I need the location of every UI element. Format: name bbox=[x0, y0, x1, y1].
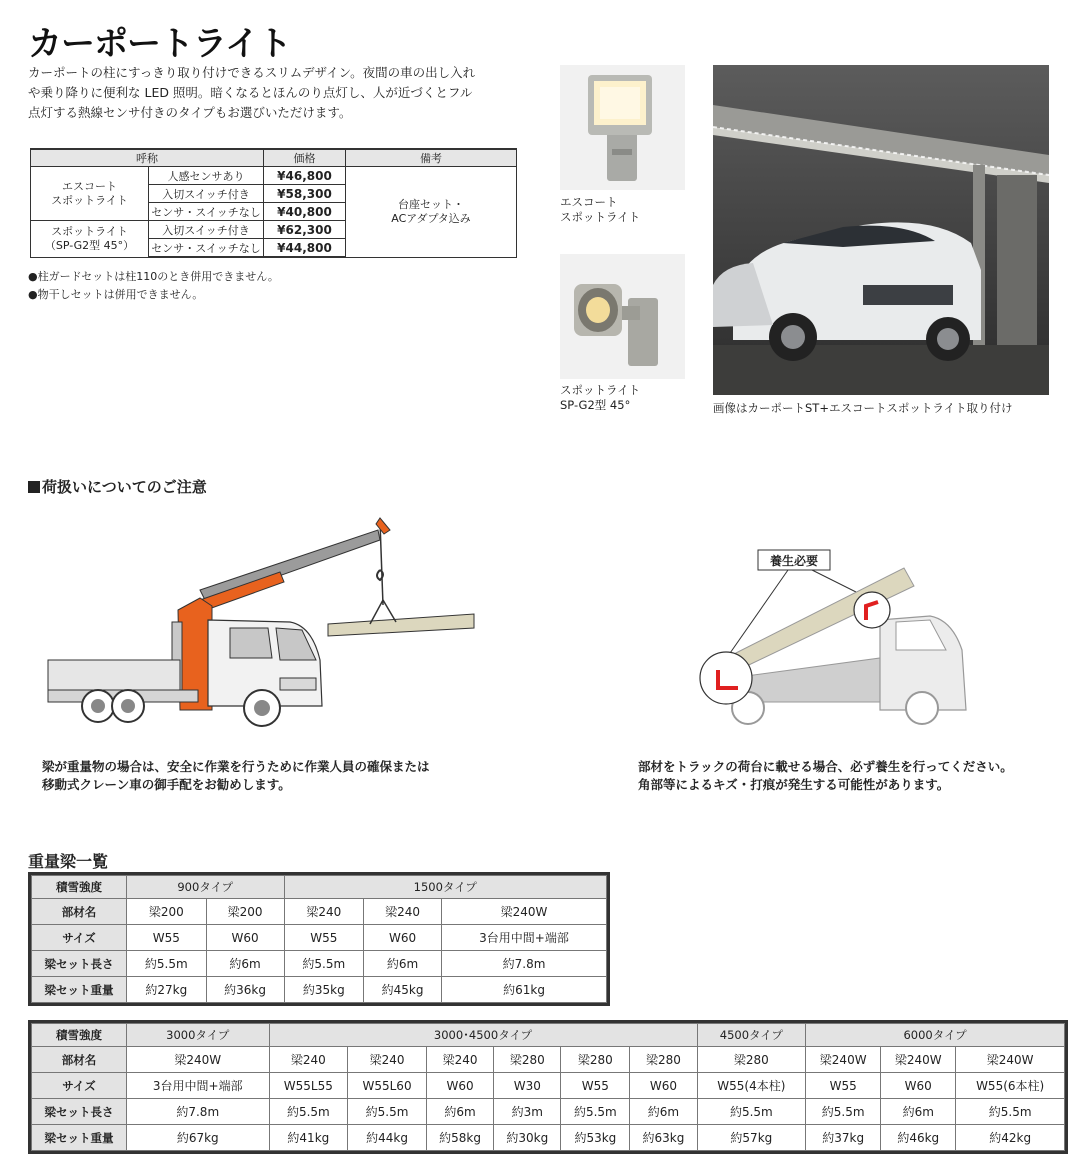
note-line: ●物干しセットは併用できません。 bbox=[28, 288, 204, 301]
table-cell: 約5.5m bbox=[269, 1099, 348, 1125]
header-name: 呼称 bbox=[31, 149, 264, 167]
table-cell: 約36kg bbox=[206, 977, 284, 1003]
protection-label: 養生必要 bbox=[769, 554, 819, 568]
group-header: 6000タイプ bbox=[806, 1024, 1065, 1047]
table-cell: 約6m bbox=[206, 951, 284, 977]
row-header: サイズ bbox=[32, 1073, 127, 1099]
table-cell: W55(4本柱) bbox=[697, 1073, 806, 1099]
table-cell: 約61kg bbox=[442, 977, 607, 1003]
price-cell: ¥46,800 bbox=[264, 167, 346, 185]
table-cell: 約5.5m bbox=[956, 1099, 1065, 1125]
price-cell: ¥62,300 bbox=[264, 221, 346, 239]
table-cell: 約45kg bbox=[364, 977, 442, 1003]
table-cell: 梁240 bbox=[269, 1047, 348, 1073]
option-cell: 人感センサあり bbox=[149, 167, 264, 185]
table-cell: W60 bbox=[426, 1073, 493, 1099]
square-bullet-icon bbox=[28, 481, 40, 493]
escort-spotlight-caption: エスコート スポットライト bbox=[560, 195, 641, 224]
table-cell: 約58kg bbox=[426, 1125, 493, 1151]
option-cell: センサ・スイッチなし bbox=[149, 239, 264, 258]
option-cell: 入切スイッチ付き bbox=[149, 221, 264, 239]
handling-heading: 荷扱いについてのご注意 bbox=[28, 476, 207, 497]
table-cell: 約46kg bbox=[881, 1125, 956, 1151]
table-cell: W30 bbox=[494, 1073, 561, 1099]
row-header: サイズ bbox=[32, 925, 127, 951]
crane-note: 梁が重量物の場合は、安全に作業を行うために作業人員の確保または 移動式クレーン車の御手配をお勧めします。 bbox=[42, 759, 430, 792]
row-header: 梁セット長さ bbox=[32, 951, 127, 977]
row-header: 梁セット重量 bbox=[32, 977, 127, 1003]
note-line: ●柱ガードセットは柱110のとき併用できません。 bbox=[28, 270, 279, 283]
table-cell: W55L60 bbox=[348, 1073, 427, 1099]
table-cell: 約44kg bbox=[348, 1125, 427, 1151]
table-cell: W55 bbox=[561, 1073, 630, 1099]
weight-table-2 bbox=[28, 1020, 1068, 1154]
table-cell: 梁200 bbox=[206, 899, 284, 925]
intro-text bbox=[28, 63, 538, 123]
row-header: 部材名 bbox=[32, 1047, 127, 1073]
table-cell: 約42kg bbox=[956, 1125, 1065, 1151]
table-cell: W60 bbox=[630, 1073, 697, 1099]
table-cell: W60 bbox=[364, 925, 442, 951]
group-header: 1500タイプ bbox=[284, 876, 606, 899]
table-cell: 梁240 bbox=[364, 899, 442, 925]
table-cell: 約37kg bbox=[806, 1125, 881, 1151]
price-cell: ¥58,300 bbox=[264, 185, 346, 203]
row-header: 部材名 bbox=[32, 899, 127, 925]
table-cell: 梁240W bbox=[881, 1047, 956, 1073]
truck-protection-illustration bbox=[690, 540, 990, 730]
table-cell: 約41kg bbox=[269, 1125, 348, 1151]
table-cell: 梁240 bbox=[426, 1047, 493, 1073]
table-cell: 約7.8m bbox=[442, 951, 607, 977]
table-cell: 梁280 bbox=[630, 1047, 697, 1073]
notes bbox=[28, 268, 279, 304]
table-cell: W55(6本柱) bbox=[956, 1073, 1065, 1099]
intro-line: カーポートの柱にすっきり取り付けできるスリムデザイン。夜間の車の出し入れ bbox=[28, 65, 476, 80]
table-cell: W55 bbox=[806, 1073, 881, 1099]
table-cell: 約6m bbox=[364, 951, 442, 977]
group-header: 4500タイプ bbox=[697, 1024, 806, 1047]
table-cell: 約27kg bbox=[127, 977, 207, 1003]
table-cell: 3台用中間+端部 bbox=[127, 1073, 270, 1099]
truck-note: 部材をトラックの荷台に載せる場合、必ず養生を行ってください。 角部等によるキズ・打痕が発生する可能性があります。 bbox=[638, 759, 1013, 792]
table-cell: 梁240 bbox=[284, 899, 364, 925]
table-cell: 約3m bbox=[494, 1099, 561, 1125]
table-cell: W55L55 bbox=[269, 1073, 348, 1099]
table-cell: 約67kg bbox=[127, 1125, 270, 1151]
option-cell: 入切スイッチ付き bbox=[149, 185, 264, 203]
group-header: 3000･4500タイプ bbox=[269, 1024, 697, 1047]
table-cell: 約5.5m bbox=[127, 951, 207, 977]
table-cell: 梁200 bbox=[127, 899, 207, 925]
table-cell: 約57kg bbox=[697, 1125, 806, 1151]
table-cell: 約53kg bbox=[561, 1125, 630, 1151]
price-table bbox=[30, 148, 517, 258]
spotlight-image bbox=[560, 254, 685, 379]
crane-truck-icon bbox=[40, 510, 480, 735]
table-cell: W60 bbox=[881, 1073, 956, 1099]
table-cell: 約5.5m bbox=[697, 1099, 806, 1125]
weight-table-1 bbox=[28, 872, 610, 1006]
header-remarks: 備考 bbox=[346, 149, 517, 167]
table-cell: 約63kg bbox=[630, 1125, 697, 1151]
escort-spotlight-icon bbox=[560, 65, 685, 190]
intro-line: や乗り降りに便利な LED 照明。暗くなるとほんのり点灯し、人が近づくとフル bbox=[28, 85, 473, 100]
row-header: 梁セット長さ bbox=[32, 1099, 127, 1125]
table-cell: 約5.5m bbox=[806, 1099, 881, 1125]
table-cell: 3台用中間+端部 bbox=[442, 925, 607, 951]
table-cell: 梁280 bbox=[561, 1047, 630, 1073]
escort-spotlight-image bbox=[560, 65, 685, 190]
weight-table-title: 重量梁一覧 bbox=[28, 852, 109, 871]
table-cell: 梁280 bbox=[494, 1047, 561, 1073]
table-cell: 梁240W bbox=[956, 1047, 1065, 1073]
page-title: カーポートライト bbox=[28, 24, 291, 64]
spotlight-icon bbox=[560, 254, 685, 379]
product-name: エスコート スポットライト bbox=[31, 167, 149, 221]
row-header: 梁セット重量 bbox=[32, 1125, 127, 1151]
remarks-cell: 台座セット・ ACアダプタ込み bbox=[346, 167, 517, 258]
price-cell: ¥44,800 bbox=[264, 239, 346, 258]
table-cell: 梁240W bbox=[127, 1047, 270, 1073]
table-cell: 約30kg bbox=[494, 1125, 561, 1151]
table-cell: 約7.8m bbox=[127, 1099, 270, 1125]
product-name: スポットライト （SP-G2型 45°） bbox=[31, 221, 149, 258]
header-price: 価格 bbox=[264, 149, 346, 167]
row-header: 積雪強度 bbox=[32, 876, 127, 899]
table-cell: 約5.5m bbox=[561, 1099, 630, 1125]
table-cell: 約6m bbox=[426, 1099, 493, 1125]
group-header: 900タイプ bbox=[127, 876, 285, 899]
row-header: 積雪強度 bbox=[32, 1024, 127, 1047]
group-header: 3000タイプ bbox=[127, 1024, 270, 1047]
table-cell: 梁240 bbox=[348, 1047, 427, 1073]
table-cell: 梁280 bbox=[697, 1047, 806, 1073]
spotlight-caption: スポットライト SP-G2型 45° bbox=[560, 383, 641, 412]
table-cell: 約6m bbox=[630, 1099, 697, 1125]
table-cell: W55 bbox=[127, 925, 207, 951]
table-cell: 約5.5m bbox=[348, 1099, 427, 1125]
intro-line: 点灯する熱線センサ付きのタイプもお選びいただけます。 bbox=[28, 105, 352, 120]
table-cell: 梁240W bbox=[806, 1047, 881, 1073]
price-cell: ¥40,800 bbox=[264, 203, 346, 221]
carport-photo bbox=[713, 65, 1049, 395]
table-cell: 約5.5m bbox=[284, 951, 364, 977]
table-cell: 梁240W bbox=[442, 899, 607, 925]
photo-caption: 画像はカーポートST+エスコートスポットライト取り付け bbox=[713, 401, 1013, 415]
table-cell: 約35kg bbox=[284, 977, 364, 1003]
table-cell: W55 bbox=[284, 925, 364, 951]
table-cell: 約6m bbox=[881, 1099, 956, 1125]
truck-protection-icon bbox=[690, 540, 990, 730]
table-cell: W60 bbox=[206, 925, 284, 951]
option-cell: センサ・スイッチなし bbox=[149, 203, 264, 221]
carport-car-illustration bbox=[713, 65, 1049, 395]
crane-truck-illustration bbox=[40, 510, 480, 735]
